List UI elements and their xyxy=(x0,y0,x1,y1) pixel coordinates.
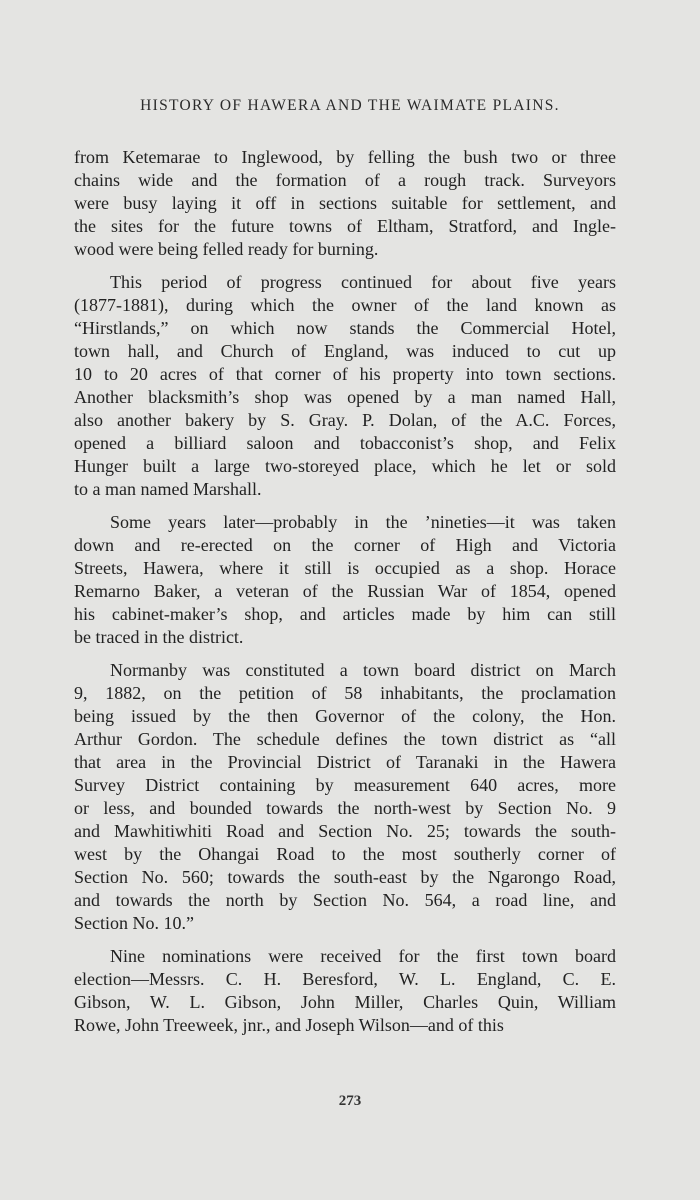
text-line: down and re-erected on the corner of High and Victoria xyxy=(74,535,616,555)
text-line: Arthur Gordon. The schedule defines the town district as “all xyxy=(74,729,616,749)
text-line: wood were being felled ready for burning. xyxy=(74,239,379,259)
text-line: from Ketemarae to Inglewood, by felling the bush two or three xyxy=(74,147,616,167)
paragraph xyxy=(74,659,616,935)
text-line: Some years later—probably in the ’nineties—it was taken xyxy=(110,512,616,532)
text-line: 10 to 20 acres of that corner of his property into town sections. xyxy=(74,364,616,384)
text-line: also another bakery by S. Gray. P. Dolan, of the A.C. Forces, xyxy=(74,410,616,430)
text-line: Remarno Baker, a veteran of the Russian War of 1854, opened xyxy=(74,581,616,601)
text-line: Survey District containing by measurement 640 acres, more xyxy=(74,775,616,795)
text-line: chains wide and the formation of a rough track. Surveyors xyxy=(74,170,616,190)
text-line: town hall, and Church of England, was induced to cut up xyxy=(74,341,616,361)
paragraph xyxy=(74,511,616,649)
text-line: (1877-1881), during which the owner of the land known as xyxy=(74,295,616,315)
text-line: his cabinet-maker’s shop, and articles made by him can still xyxy=(74,604,616,624)
text-line: Normanby was constituted a town board district on March xyxy=(110,660,616,680)
paragraph xyxy=(74,146,616,261)
text-line: This period of progress continued for about five years xyxy=(110,272,616,292)
text-line: Another blacksmith’s shop was opened by a man named Hall, xyxy=(74,387,616,407)
text-line: Rowe, John Treeweek, jnr., and Joseph Wilson—and of this xyxy=(74,1015,504,1035)
body-text xyxy=(74,146,616,1037)
text-line: that area in the Provincial District of Taranaki in the Hawera xyxy=(74,752,616,772)
text-line: Nine nominations were received for the first town board xyxy=(110,946,616,966)
text-line: to a man named Marshall. xyxy=(74,479,262,499)
text-line: Streets, Hawera, where it still is occupied as a shop. Horace xyxy=(74,558,616,578)
text-line: Section No. 10.” xyxy=(74,913,194,933)
paragraph xyxy=(74,945,616,1037)
text-line: 9, 1882, on the petition of 58 inhabitants, the proclamation xyxy=(74,683,616,703)
text-line: opened a billiard saloon and tobacconist’s shop, and Felix xyxy=(74,433,616,453)
text-line: being issued by the then Governor of the colony, the Hon. xyxy=(74,706,616,726)
text-line: and towards the north by Section No. 564, a road line, and xyxy=(74,890,616,910)
page-number: 273 xyxy=(338,1093,362,1109)
paragraph xyxy=(74,271,616,501)
text-line: and Mawhitiwhiti Road and Section No. 25; towards the south- xyxy=(74,821,616,841)
text-line: Section No. 560; towards the south-east by the Ngarongo Road, xyxy=(74,867,616,887)
text-line: “Hirstlands,” on which now stands the Commercial Hotel, xyxy=(74,318,616,338)
text-line: were busy laying it off in sections suitable for settlement, and xyxy=(74,193,616,213)
text-line: Gibson, W. L. Gibson, John Miller, Charles Quin, William xyxy=(74,992,616,1012)
text-line: or less, and bounded towards the north-west by Section No. 9 xyxy=(74,798,616,818)
text-line: west by the Ohangai Road to the most southerly corner of xyxy=(74,844,616,864)
text-line: be traced in the district. xyxy=(74,627,244,647)
text-line: Hunger built a large two-storeyed place, which he let or sold xyxy=(74,456,616,476)
text-line: the sites for the future towns of Eltham, Stratford, and Ingle- xyxy=(74,216,616,236)
running-head: HISTORY OF HAWERA AND THE WAIMATE PLAINS. xyxy=(140,97,560,114)
text-line: election—Messrs. C. H. Beresford, W. L. England, C. E. xyxy=(74,969,616,989)
